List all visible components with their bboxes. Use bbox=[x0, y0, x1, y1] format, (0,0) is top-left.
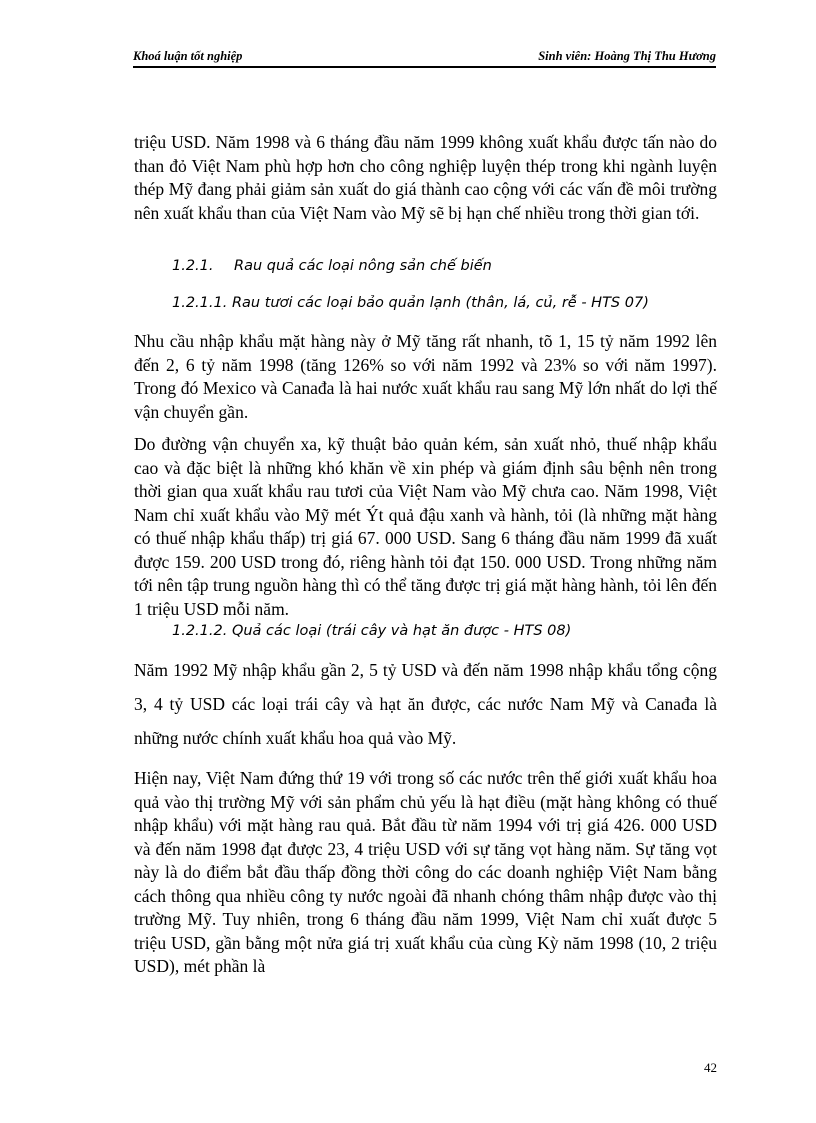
section-heading-1-2-1 bbox=[172, 256, 717, 276]
paragraph-coal-export: triệu USD. Năm 1998 và 6 tháng đầu năm 1999 không xuất khẩu được tấn nào do than đỏ Việt Nam phù hợp hơn cho công nghiệp luyện thép trong khi ngành luyện thép Mỹ đang phải giảm sản xuất do giá thành cao cộng với các vấn đề môi trường nên xuất khẩu than của Việt Nam vào Mỹ sẽ bị hạn chế nhiều trong thời gian tới. bbox=[134, 132, 717, 223]
section-heading-1-2-1-1: 1.2.1.1. Rau tươi các loại bảo quản lạnh (thân, lá, củ, rễ - HTS 07) bbox=[172, 295, 649, 311]
paragraph-vegetable-demand: Nhu cầu nhập khẩu mặt hàng này ở Mỹ tăng rất nhanh, tõ 1, 15 tỷ năm 1992 lên đến 2, 6 tỷ năm 1998 (tăng 126% so với năm 1992 và 23% so với năm 1997). Trong đó Mexico và Canađa là hai nước xuất khẩu rau sang Mỹ lớn nhất do lợi thế vận chuyển gần. bbox=[134, 331, 717, 422]
page-number: 42 bbox=[704, 1060, 717, 1075]
paragraph-fruit-export: Hiện nay, Việt Nam đứng thứ 19 với trong số các nước trên thế giới xuất khẩu hoa quả vào thị trường Mỹ với sản phẩm chủ yếu là hạt điều (mặt hàng không có thuế nhập khẩu) với mặt hàng rau quả. Bắt đầu từ năm 1994 với trị giá 426. 000 USD và đến năm 1998 đạt được 23, 4 triệu USD với sự tăng vọt hàng năm. Sự tăng vọt này là do điểm bắt đầu thấp đồng thời công do các doanh nghiệp Việt Nam bằng cách thông qua nhiều công ty nước ngoài đã nhanh chóng thâm nhập được vào thị trường Mỹ. Tuy nhiên, trong 6 tháng đầu năm 1999, Việt Nam chỉ xuất được 5 triệu USD, gần bằng một nửa giá trị xuất khẩu của cùng Kỳ năm 1998 (10, 2 triệu USD), mét phần là bbox=[134, 768, 717, 976]
header-thesis-label: Khoá luận tốt nghiệp bbox=[133, 49, 243, 63]
paragraph-vegetable-export: Do đường vận chuyển xa, kỹ thuật bảo quản kém, sản xuất nhỏ, thuế nhập khẩu cao và đặc biệt là những khó khăn về xin phép và giám định sâu bệnh nên trong thời gian qua xuất khẩu rau tươi của Việt Nam vào Mỹ chưa cao. Năm 1998, Việt Nam chỉ xuất khẩu vào Mỹ mét Ýt quả đậu xanh và hành, tỏi (là những mặt hàng có thuế nhập khẩu thấp) trị giá 67. 000 USD. Sang 6 tháng đầu năm 1999 đã xuất được 159. 200 USD trong đó, riêng hành tỏi đạt 150. 000 USD. Trong những năm tới nên tập trung nguồn hàng thì có thể tăng được trị giá mặt hàng hành, tỏi lên đến 1 triệu USD mỗi năm. bbox=[134, 434, 717, 619]
header-student-name: Sinh viên: Hoàng Thị Thu Hương bbox=[538, 49, 716, 63]
section-heading-1-2-1-2: 1.2.1.2. Quả các loại (trái cây và hạt ăn được - HTS 08) bbox=[172, 623, 572, 639]
section-number: 1.2.1. bbox=[172, 258, 214, 274]
section-title: Rau quả các loại nông sản chế biến bbox=[234, 258, 492, 274]
page-header bbox=[133, 46, 716, 68]
paragraph-fruit-import: Năm 1992 Mỹ nhập khẩu gần 2, 5 tỷ USD và đến năm 1998 nhập khẩu tổng cộng 3, 4 tỷ USD các loại trái cây và hạt ăn được, các nước Nam Mỹ và Canađa là những nước chính xuất khẩu hoa quả vào Mỹ. bbox=[134, 660, 717, 748]
